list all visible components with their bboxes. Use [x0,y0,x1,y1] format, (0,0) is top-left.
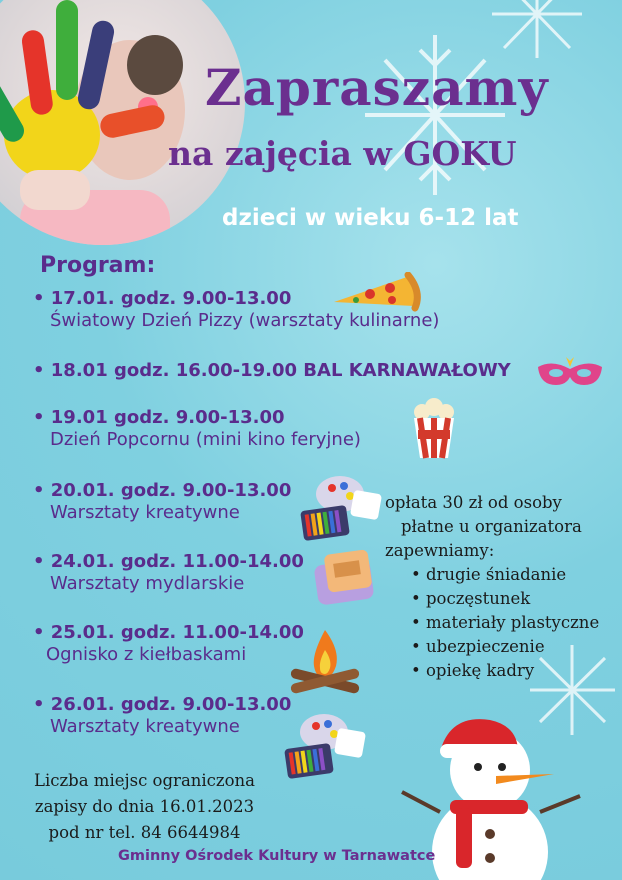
organizer-name: Gminny Ośrodek Kultury w Tarnawatce [118,848,436,864]
registration-info [17,768,272,846]
deadline-text: zapisy do dnia 16.01.2023 [34,797,255,816]
art-supplies-icon [284,710,369,782]
list-item: • drugie śniadanie [411,563,599,587]
program-item [33,551,304,594]
soap-icon [312,548,376,608]
fee-text: opłata 30 zł od osoby [385,493,562,512]
event-description: Warsztaty kreatywne [50,716,240,737]
list-item: • ubezpieczenie [411,635,599,659]
program-item [33,407,361,450]
program-heading: Program: [40,253,156,278]
popcorn-icon [410,398,458,460]
event-date: • 25.01. godz. 11.00-14.00 [33,622,304,643]
event-date: • 24.01. godz. 11.00-14.00 [33,551,304,572]
event-date: • 19.01 godz. 9.00-13.00 [33,407,361,428]
carnival-mask-icon [536,355,604,389]
campfire-icon [286,626,364,696]
age-group-text: dzieci w wieku 6-12 lat [222,205,519,231]
event-description: Światowy Dzień Pizzy (warsztaty kulinarne) [50,310,440,331]
event-date: • 18.01 godz. 16.00-19.00 BAL KARNAWAŁOWY [33,360,511,381]
phone-text: pod nr tel. 84 6644984 [48,823,241,842]
event-date: • 26.01. godz. 9.00-13.00 [33,694,291,715]
provides-heading: zapewniamy: [385,541,495,560]
main-title: Zapraszamy [205,58,549,117]
program-item [33,480,291,523]
payment-text: płatne u organizatora [401,517,582,536]
art-supplies-icon [300,472,385,544]
program-item [33,622,304,665]
list-item: • poczęstunek [411,587,599,611]
subtitle: na zajęcia w GOKU [168,134,517,173]
seat-limit-text: Liczba miejsc ograniczona [33,771,256,790]
event-description: Warsztaty kreatywne [50,502,240,523]
program-item [33,694,291,737]
pizza-icon [330,272,422,320]
info-block [385,491,599,683]
event-description: Dzień Popcornu (mini kino feryjne) [50,429,361,450]
program-item [33,360,511,381]
event-description: Warsztaty mydlarskie [50,573,245,594]
provides-list [411,563,599,683]
list-item: • opiekę kadry [411,659,599,683]
list-item: • materiały plastyczne [411,611,599,635]
event-date: • 20.01. godz. 9.00-13.00 [33,480,291,501]
event-date: • 17.01. godz. 9.00-13.00 [33,288,439,309]
event-description: Ognisko z kiełbaskami [46,644,247,665]
